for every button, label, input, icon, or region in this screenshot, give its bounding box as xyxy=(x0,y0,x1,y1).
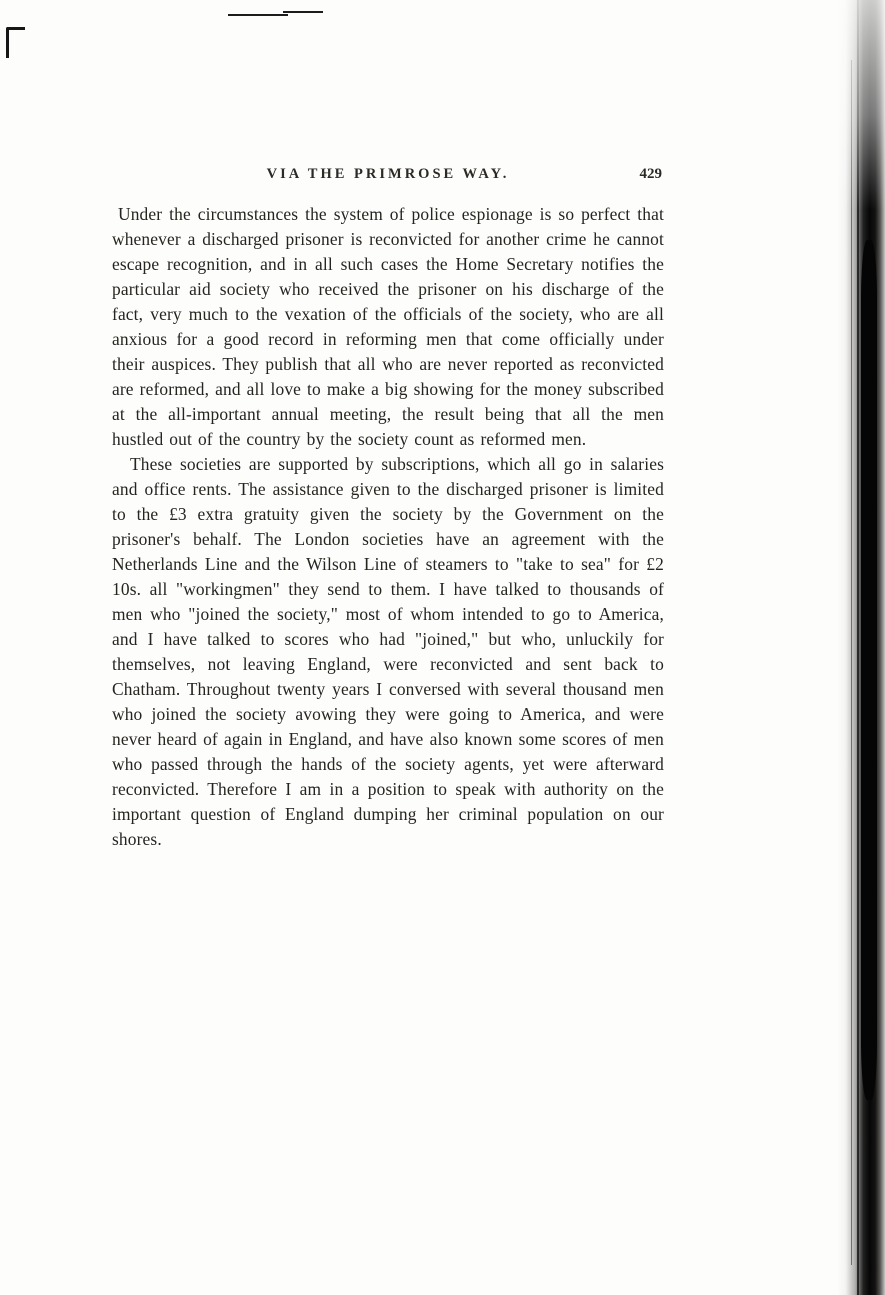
paragraph: These societies are supported by subscriptions, which all go in salaries and office rents. The assistance given to the discharged prisoner is limited to the £3 extra gratuity given the society by the Government on the prisoner's behalf. The London societies have an agreement with the Netherlands Line and the Wilson Line of steamers to "take to sea" for £2 10s. all "workingmen" they send to them. I have talked to thousands of men who "joined the society," most of whom intended to go to America, and I have talked to scores who had "joined," but who, unluckily for themselves, not leaving England, were reconvicted and sent back to Chatham. Throughout twenty years I conversed with several thousand men who joined the society avowing they were going to America, and were never heard of again in England, and have also known some scores of men who passed through the hands of the society agents, yet were afterward reconvicted. Therefore I am in a position to speak with authority on the important question of England dumping her criminal population on our shores. xyxy=(112,454,664,849)
scan-artifact-line-segment xyxy=(283,11,323,13)
scan-binding-shadow xyxy=(837,0,885,1295)
scan-fade xyxy=(837,0,885,210)
scan-artifact-corner-bracket xyxy=(6,27,25,58)
running-head-title: VIA THE PRIMROSE WAY. xyxy=(266,166,510,182)
paragraph: Under the circumstances the system of police espionage is so perfect that whenever a discharged prisoner is reconvicted for another crime he cannot escape recognition, and in all such cases the Home Secretary notifies the particular aid society who received the prisoner on his discharge of the fact, very much to the vexation of the officials of the society, who are all anxious for a good record in reforming men that come officially under their auspices. They publish that all who are never reported as reconvicted are reformed, and all love to make a big showing for the money subscribed at the all-important annual meeting, the result being that all the men hustled out of the country by the society count as reformed men. xyxy=(112,204,665,449)
scan-artifact-line-segment xyxy=(228,14,288,16)
scan-artifact-top-line xyxy=(228,11,323,17)
text-block xyxy=(112,166,664,852)
body-text xyxy=(112,202,664,852)
scan-streak xyxy=(851,60,852,1265)
scan-streak xyxy=(861,240,877,1100)
page-header xyxy=(112,166,664,188)
page-number: 429 xyxy=(639,166,662,182)
